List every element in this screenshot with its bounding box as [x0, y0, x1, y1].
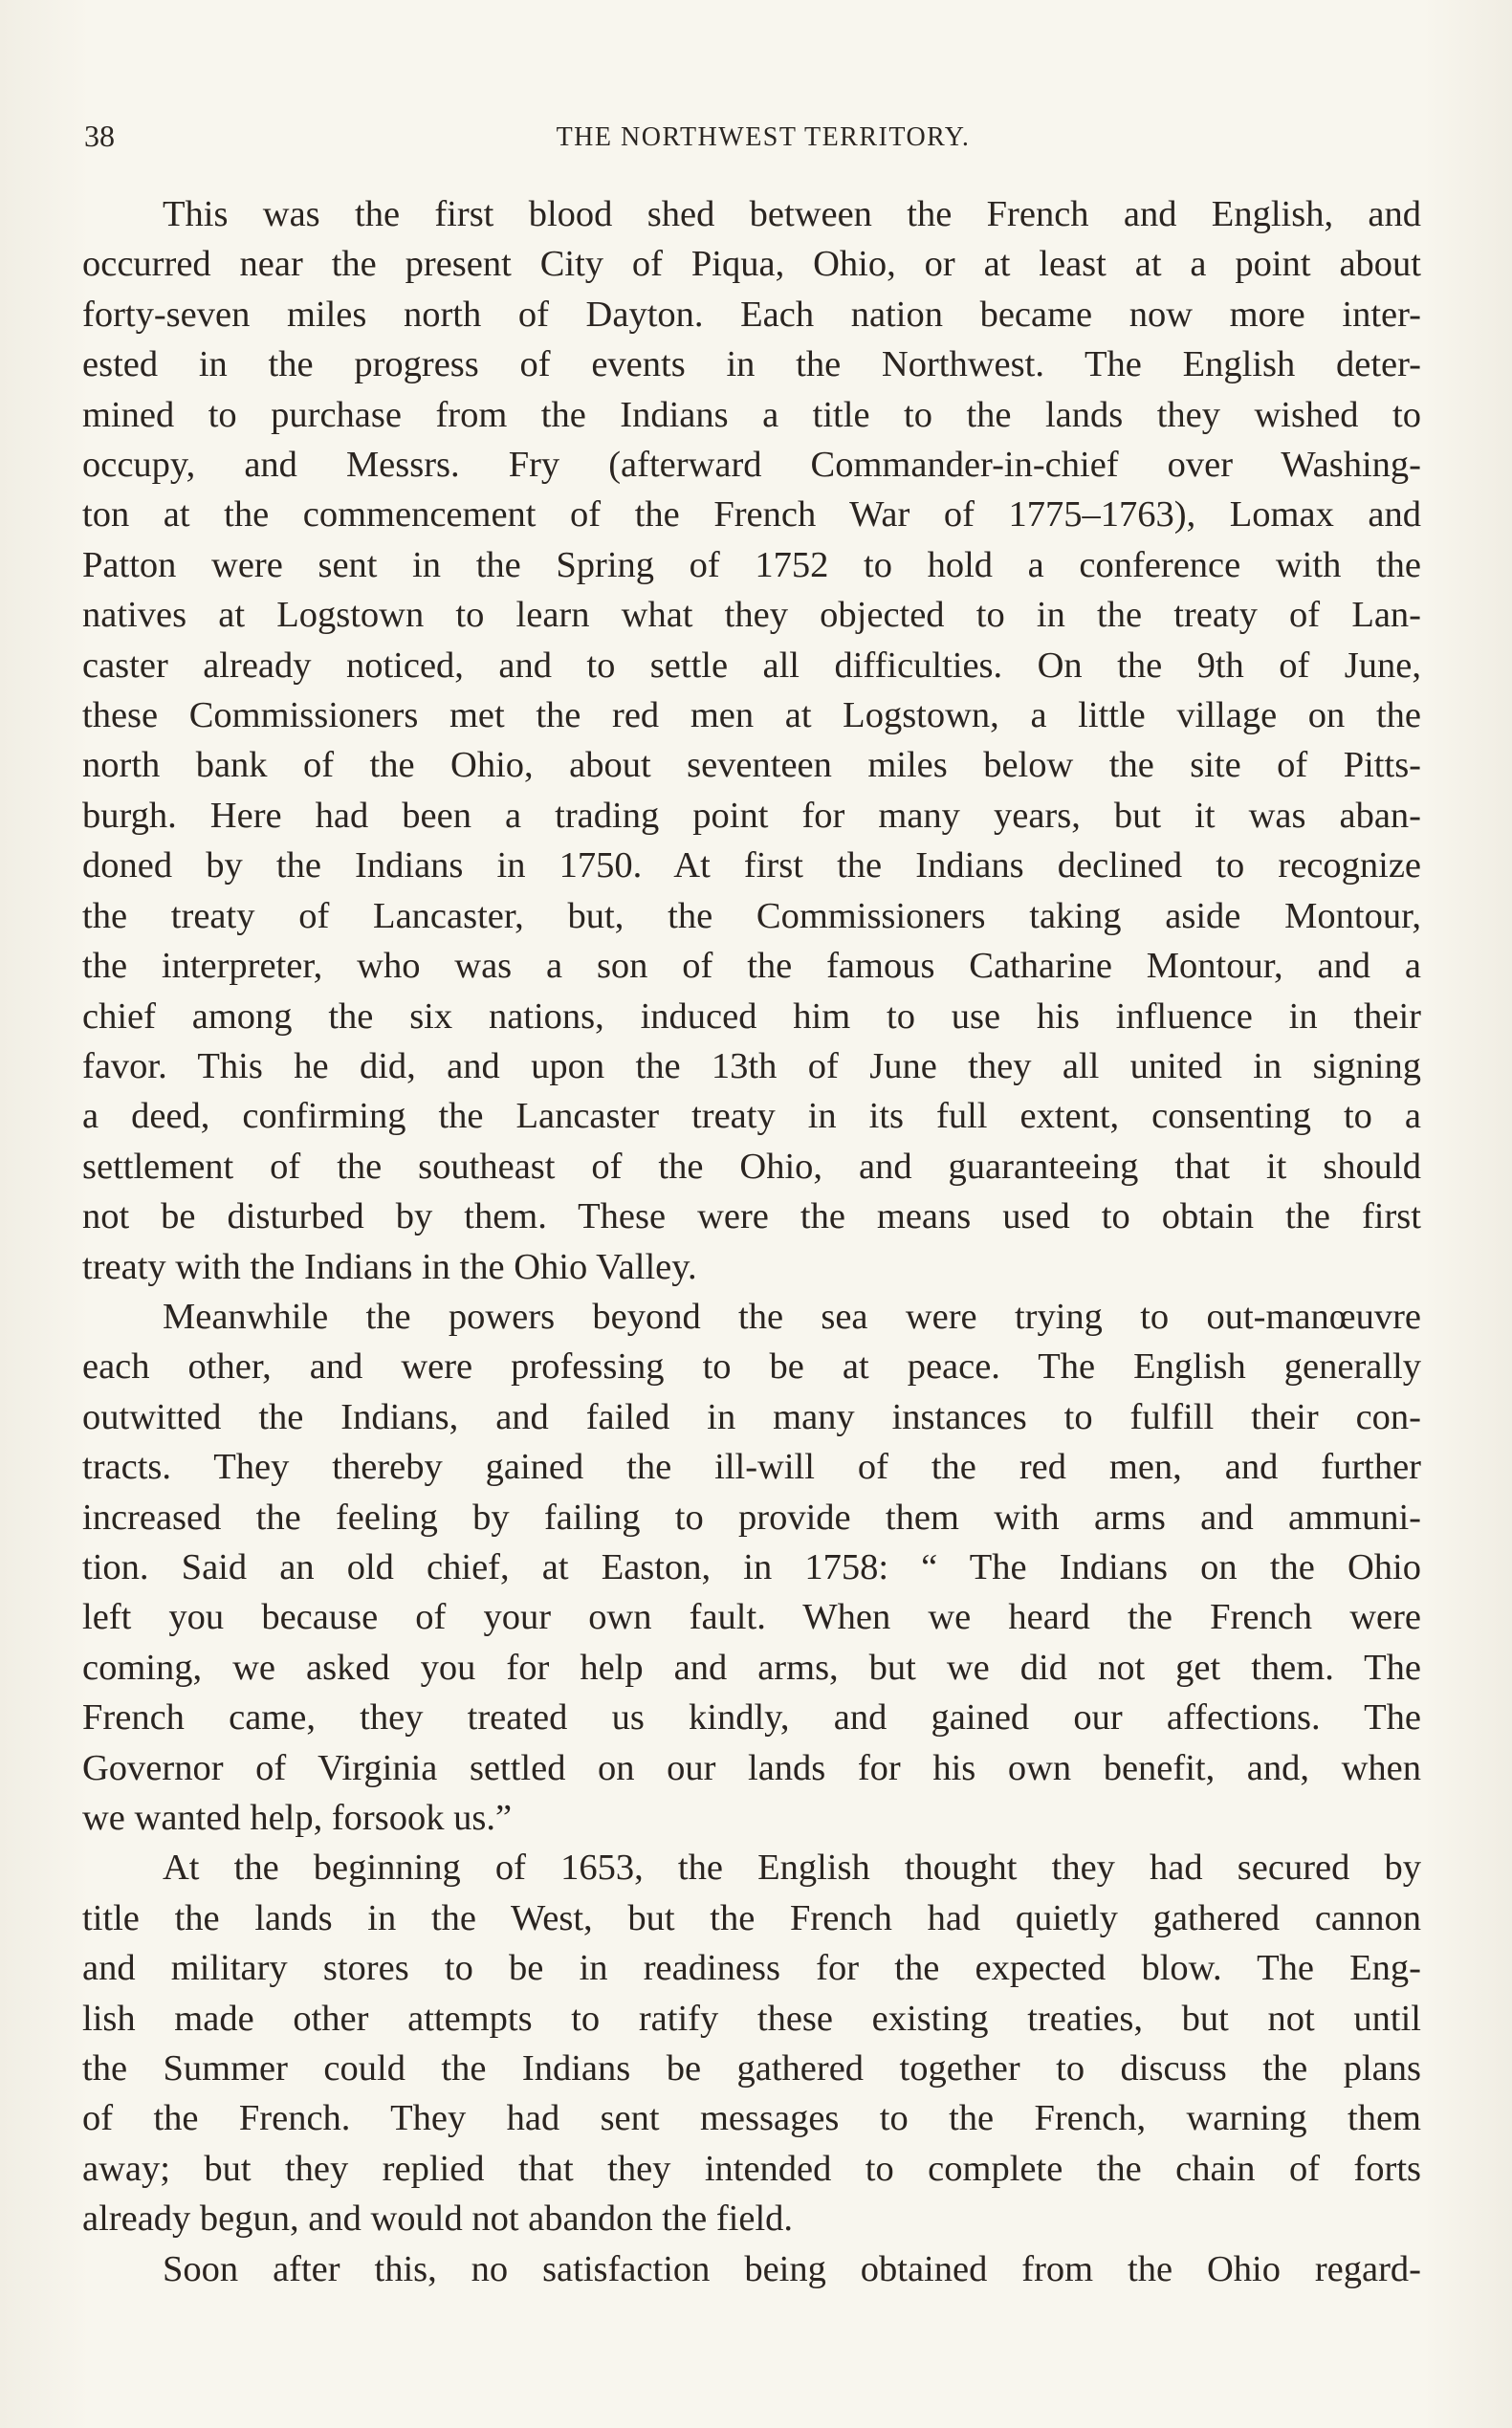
text-line: burgh. Here had been a trading point for many years, but it was aban-: [82, 795, 1421, 836]
text-line: ested in the progress of events in the Northwest. The English deter-: [82, 344, 1421, 385]
text-line: caster already noticed, and to settle all difficulties. On the 9th of June,: [82, 645, 1421, 686]
text-line: Meanwhile the powers beyond the sea were trying to out-manœuvre: [163, 1296, 1421, 1337]
text-line: these Commissioners met the red men at Logstown, a little village on the: [82, 695, 1421, 736]
paragraph: [82, 189, 1421, 1292]
text-line: tracts. They thereby gained the ill-will of the red men, and further: [82, 1447, 1421, 1488]
text-line: a deed, confirming the Lancaster treaty in its full extent, consenting to a: [82, 1096, 1421, 1137]
text-line: settlement of the southeast of the Ohio, and guaranteeing that it should: [82, 1146, 1421, 1187]
running-head: THE NORTHWEST TERRITORY.: [556, 122, 971, 152]
text-line: already begun, and would not abandon the field.: [82, 2198, 794, 2240]
text-line: we wanted help, forsook us.”: [82, 1798, 513, 1838]
text-line: Soon after this, no satisfaction being obtained from the Ohio regard-: [163, 2248, 1421, 2289]
text-line: ton at the commencement of the French War of 1775–1763), Lomax and: [82, 494, 1421, 536]
text-line: occupy, and Messrs. Fry (afterward Commander-in-chief over Washing-: [82, 445, 1421, 486]
text-line: natives at Logstown to learn what they objected to in the treaty of Lan-: [82, 595, 1421, 636]
text-line: favor. This he did, and upon the 13th of June they all united in signing: [82, 1045, 1421, 1086]
text-line: lish made other attempts to ratify these existing treaties, but not until: [82, 1998, 1421, 2039]
text-line: forty-seven miles north of Dayton. Each nation became now more inter-: [82, 294, 1421, 335]
text-line: outwitted the Indians, and failed in many instances to fulfill their con-: [82, 1396, 1421, 1437]
text-line: title the lands in the West, but the French had quietly gathered cannon: [82, 1897, 1421, 1938]
text-line: the Summer could the Indians be gathered together to discuss the plans: [82, 2048, 1421, 2089]
paragraph: [82, 2244, 1421, 2294]
text-line: occurred near the present City of Piqua, Ohio, or at least at a point about: [82, 244, 1421, 285]
text-line: north bank of the Ohio, about seventeen miles below the site of Pitts-: [82, 745, 1421, 786]
text-line: coming, we asked you for help and arms, but we did not get them. The: [82, 1647, 1421, 1688]
text-line: At the beginning of 1653, the English thought they had secured by: [163, 1848, 1421, 1889]
text-line: Governor of Virginia settled on our lands for his own benefit, and, when: [82, 1747, 1421, 1788]
text-line: and military stores to be in readiness for the expected blow. The Eng-: [82, 1948, 1421, 1989]
text-line: French came, they treated us kindly, and gained our affections. The: [82, 1697, 1421, 1739]
page-number: 38: [84, 119, 115, 153]
text-line: the treaty of Lancaster, but, the Commissioners taking aside Montour,: [82, 895, 1421, 936]
text-line: treaty with the Indians in the Ohio Valley.: [82, 1246, 697, 1287]
paragraph: [82, 1292, 1421, 1843]
text-line: This was the first blood shed between the French and English, and: [163, 194, 1421, 234]
text-line: each other, and were professing to be at peace. The English generally: [82, 1346, 1421, 1388]
text-line: not be disturbed by them. These were the means used to obtain the first: [82, 1196, 1421, 1237]
text-line: away; but they replied that they intended to complete the chain of forts: [82, 2148, 1421, 2189]
text-line: the interpreter, who was a son of the famous Catharine Montour, and a: [82, 946, 1421, 987]
text-line: Patton were sent in the Spring of 1752 to hold a conference with the: [82, 544, 1421, 585]
text-line: left you because of your own fault. When we heard the French were: [82, 1597, 1421, 1638]
page-header: [84, 117, 1423, 155]
body-text: [82, 189, 1421, 2294]
text-line: tion. Said an old chief, at Easton, in 1758: “ The Indians on the Ohio: [82, 1546, 1421, 1587]
text-line: mined to purchase from the Indians a title to the lands they wished to: [82, 394, 1421, 435]
text-line: of the French. They had sent messages to the French, warning them: [82, 2098, 1421, 2139]
text-line: doned by the Indians in 1750. At first the Indians declined to recognize: [82, 845, 1421, 886]
text-line: increased the feeling by failing to provide them with arms and ammuni-: [82, 1497, 1421, 1538]
text-line: chief among the six nations, induced him to use his influence in their: [82, 995, 1421, 1037]
paragraph: [82, 1843, 1421, 2243]
